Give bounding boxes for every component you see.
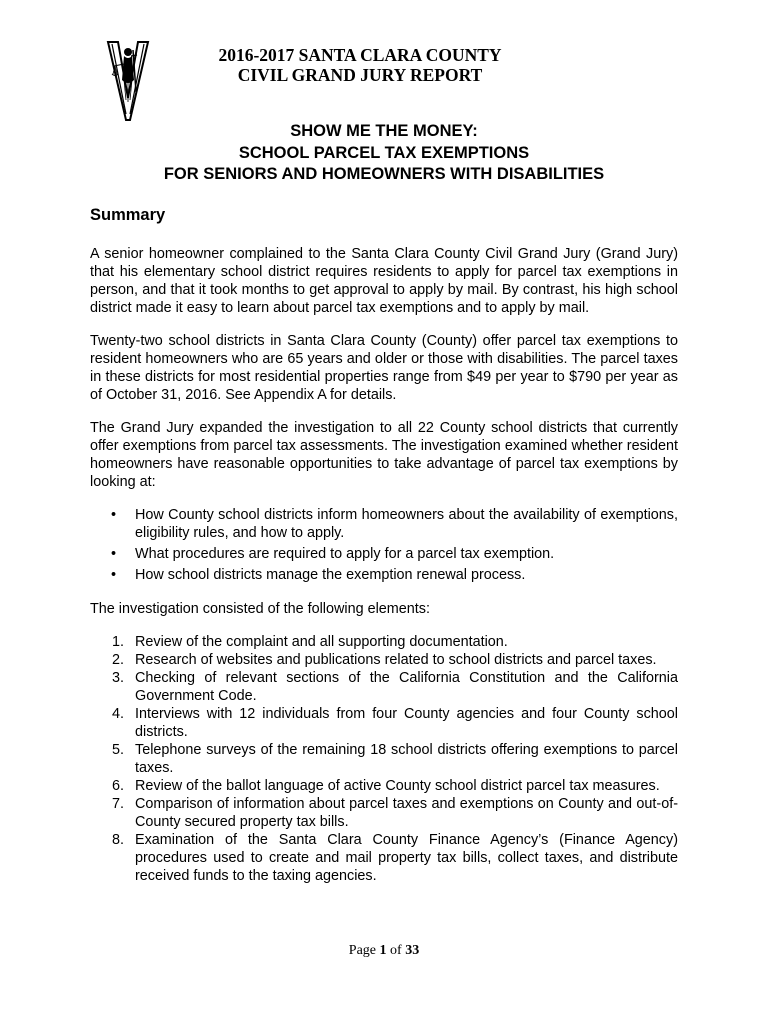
list-text: Examination of the Santa Clara County Finance Agency’s (Finance Agency) procedures used to create and mail property tax bills, collect taxes, and distribute received funds to the taxing agencies.: [135, 832, 678, 884]
list-item: [90, 777, 678, 795]
report-body: [90, 205, 678, 885]
page-footer: [0, 943, 768, 959]
list-number: 6.: [112, 778, 125, 794]
lady-justice-logo: [106, 36, 150, 122]
list-item: [90, 633, 678, 651]
list-number: 5.: [112, 742, 125, 758]
total-pages: 33: [405, 943, 420, 958]
list-number: 2.: [112, 652, 125, 668]
list-item: [90, 651, 678, 669]
elements-intro: The investigation consisted of the following elements:: [90, 601, 430, 617]
of-label: of: [390, 943, 402, 958]
list-number: 7.: [112, 796, 125, 812]
list-item: [90, 831, 678, 885]
bullet-item: • How County school districts inform homeowners about the availability of exemptions, eligibility rules, and how to apply.: [90, 506, 678, 542]
list-item: [90, 705, 678, 741]
list-text: Review of the complaint and all supporting documentation.: [135, 634, 508, 650]
list-number: 1.: [112, 634, 125, 650]
list-number: 4.: [112, 706, 125, 722]
report-header-line2: CIVIL GRAND JURY REPORT: [237, 65, 483, 85]
title-line3: FOR SENIORS AND HOMEOWNERS WITH DISABILITIES: [163, 165, 605, 183]
report-header: [150, 45, 570, 85]
list-text: Telephone surveys of the remaining 18 school districts offering exemptions to parcel taxes.: [135, 742, 678, 776]
title-line2: SCHOOL PARCEL TAX EXEMPTIONS: [238, 143, 530, 162]
list-text: Comparison of information about parcel taxes and exemptions on County and out-of-County secured property tax bills.: [135, 796, 678, 830]
report-header-line1: 2016-2017 SANTA CLARA COUNTY: [218, 45, 502, 65]
title-line1: SHOW ME THE MONEY:: [290, 122, 478, 140]
list-number: 8.: [112, 832, 125, 848]
investigation-elements-list: [90, 633, 678, 885]
summary-heading: Summary: [90, 206, 166, 224]
page-number: 1: [379, 943, 387, 958]
summary-paragraph: A senior homeowner complained to the Santa Clara County Civil Grand Jury (Grand Jury) that his elementary school district requires residents to apply for parcel tax exemptions in person, and that it took months to get approval to apply by mail. By contrast, his high school district made it easy to learn about parcel tax exemptions and to apply by mail.: [90, 246, 678, 316]
document-title: [90, 121, 678, 186]
investigation-focus-list: [90, 506, 678, 584]
bullet-item: • What procedures are required to apply for a parcel tax exemption.: [90, 545, 678, 563]
summary-paragraph: The Grand Jury expanded the investigation to all 22 County school districts that currently offer exemptions from parcel tax assessments. The investigation examined whether resident homeowners have reasonable opportunities to take advantage of parcel tax exemptions by looking at:: [90, 420, 678, 490]
bullet-item: • How school districts manage the exemption renewal process.: [90, 566, 678, 584]
list-text: Checking of relevant sections of the California Constitution and the California Government Code.: [135, 670, 678, 704]
list-item: [90, 741, 678, 777]
list-item: [90, 795, 678, 831]
list-number: 3.: [112, 670, 125, 686]
list-text: Review of the ballot language of active County school district parcel tax measures.: [135, 778, 660, 794]
page-label: Page: [348, 943, 377, 958]
list-text: Interviews with 12 individuals from four County agencies and four County school districts.: [135, 706, 678, 740]
list-text: Research of websites and publications related to school districts and parcel taxes.: [135, 652, 657, 668]
summary-paragraph: Twenty-two school districts in Santa Clara County (County) offer parcel tax exemptions to resident homeowners who are 65 years and older or those with disabilities. The parcel taxes in these districts for most residential properties range from $49 per year to $790 per year as of October 31, 2016. See Appendix A for details.: [90, 333, 678, 403]
list-item: [90, 669, 678, 705]
